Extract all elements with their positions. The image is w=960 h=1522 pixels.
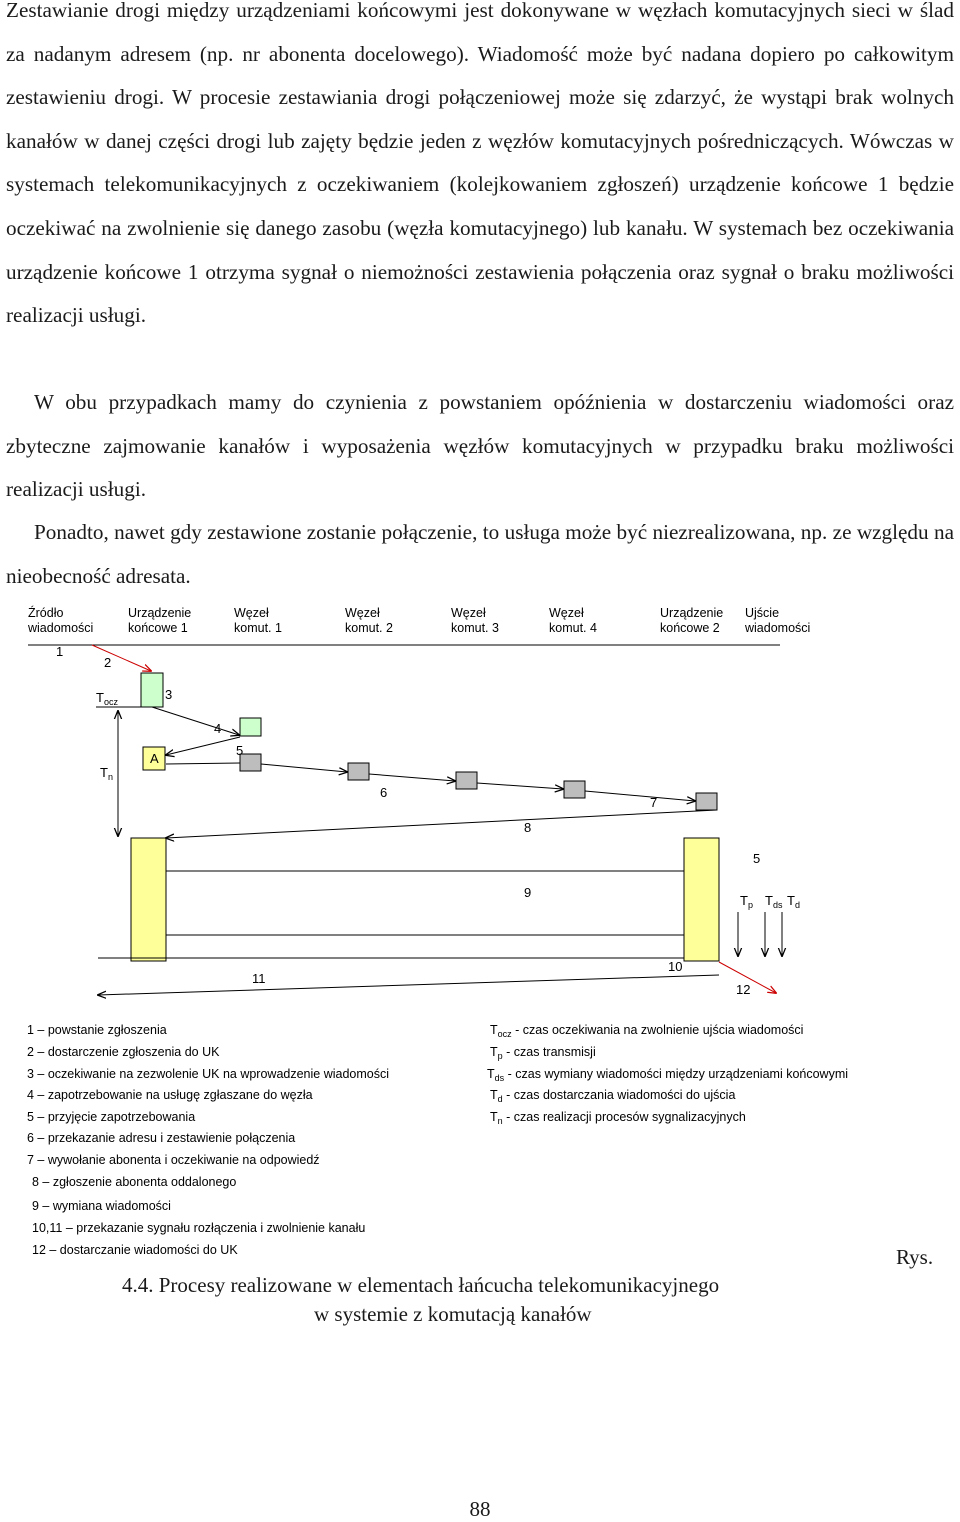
legend-item-10-11: 10,11 – przekazanie sygnału rozłączenia i zwolnienie kanału bbox=[32, 1221, 366, 1235]
uk2-message-bar bbox=[684, 838, 719, 961]
tp-label: $T_p$ bbox=[740, 893, 753, 910]
uk1-wait-box bbox=[141, 673, 163, 707]
col-header-node4-l1: Węzeł bbox=[549, 606, 584, 620]
col-header-sink-l1: Ujście bbox=[745, 606, 780, 620]
arrow-step-11 bbox=[98, 975, 719, 995]
step-11-label: 11 bbox=[252, 971, 266, 986]
legend-item-6: 6 – przekazanie adresu i zestawienie połączenia bbox=[27, 1131, 296, 1145]
legend-item-8: 8 – zgłoszenie abonenta oddalonego bbox=[32, 1175, 237, 1189]
uk2-gray-box bbox=[696, 793, 717, 810]
page-number: 88 bbox=[469, 1497, 491, 1521]
td-label: $T_d$ bbox=[787, 893, 800, 910]
arrow-step-6a bbox=[166, 763, 240, 764]
col-header-uk2-l2: końcowe 2 bbox=[660, 621, 720, 635]
arrow-step-6d bbox=[477, 783, 563, 789]
col-header-source-l2: wiadomości bbox=[28, 621, 94, 635]
legend-tocz: $T_{ocz}$ - czas oczekiwania na zwolnienie ujścia wiadomości bbox=[490, 1023, 804, 1039]
tds-label: $T_{ds}$ bbox=[765, 893, 783, 910]
caption-prefix: Rys. bbox=[896, 1245, 934, 1269]
step-4-label: 4 bbox=[214, 721, 222, 736]
paragraph-1: Zestawianie drogi między urządzeniami końcowymi jest dokonywane w węzłach komutacyjnych sieci w ślad za nadanym adresem (np. nr abonenta docelowego). Wiadomość może być nadana dopiero po całkowitym zestawieniu drogi. W procesie zestawiania drogi połączeniowej może się zdarzyć, że wystąpi brak wolnych kanałów w danej części drogi lub zajęty będzie jeden z węzłów komutacyjnych pośredniczących. Wówczas w systemach telekomunikacyjnych z oczekiwaniem (kolejkowaniem zgłoszeń) urządzenie końcowe 1 będzie oczekiwać na zwolnienie się danego zasobu (węzła komutacyjnego) lub kanału. W systemach bez oczekiwania urządzenie końcowe 1 otrzyma sygnał o niemożności zestawienia połączenia oraz sygnał o braku możliwości realizacji usługi. bbox=[6, 0, 954, 328]
legend-item-1: 1 – powstanie zgłoszenia bbox=[27, 1023, 167, 1037]
col-header-node2-l2: komut. 2 bbox=[345, 621, 393, 635]
legend-item-12: 12 – dostarczanie wiadomości do UK bbox=[32, 1243, 238, 1257]
step-10-label: 10 bbox=[668, 959, 683, 974]
step-1-label: 1 bbox=[56, 644, 64, 659]
node1-request-box bbox=[240, 718, 261, 736]
step-8-label: 8 bbox=[524, 820, 532, 835]
step-a-label: A bbox=[150, 751, 159, 766]
node4-gray-box bbox=[564, 781, 585, 798]
arrow-step-6b bbox=[261, 764, 347, 772]
caption-line-2: w systemie z komutacją kanałów bbox=[314, 1302, 592, 1326]
col-header-node3-l2: komut. 3 bbox=[451, 621, 499, 635]
step-6-label: 6 bbox=[380, 785, 388, 800]
step-9-label: 9 bbox=[524, 885, 532, 900]
tocz-label: $T_{ocz}$ bbox=[96, 690, 118, 707]
col-header-node2-l1: Węzeł bbox=[345, 606, 380, 620]
legend-tp: $T_p$ - czas transmisji bbox=[490, 1045, 596, 1061]
col-header-uk2-l1: Urządzenie bbox=[660, 606, 724, 620]
legend-td: $T_d$ - czas dostarczania wiadomości do ujścia bbox=[490, 1088, 736, 1104]
arrow-step-5a bbox=[166, 737, 240, 755]
legend-item-3: 3 – oczekiwanie na zezwolenie UK na wprowadzenie wiadomości bbox=[27, 1067, 389, 1081]
arrow-step-4 bbox=[152, 707, 239, 735]
step-5b-label: 5 bbox=[753, 851, 761, 866]
legend-item-9: 9 – wymiana wiadomości bbox=[32, 1199, 171, 1213]
step-2-label: 2 bbox=[104, 655, 112, 670]
arrow-step-8 bbox=[166, 810, 717, 838]
col-header-node3-l1: Węzeł bbox=[451, 606, 486, 620]
paragraph-2: W obu przypadkach mamy do czynienia z powstaniem opóźnienia w dostarczeniu wiadomości oraz zbyteczne zajmowanie kanałów i wyposażenia węzłów komutacyjnych w przypadku braku możliwości realizacji usługi. bbox=[6, 390, 954, 502]
col-header-node1-l1: Węzeł bbox=[234, 606, 269, 620]
col-header-uk1-l1: Urządzenie bbox=[128, 606, 192, 620]
legend-tn: $T_n$ - czas realizacji procesów sygnalizacyjnych bbox=[490, 1110, 746, 1126]
step-3-label: 3 bbox=[165, 687, 173, 702]
legend-item-5: 5 – przyjęcie zapotrzebowania bbox=[27, 1110, 196, 1124]
col-header-node4-l2: komut. 4 bbox=[549, 621, 597, 635]
step-12-label: 12 bbox=[736, 982, 751, 997]
arrow-step-6c bbox=[369, 774, 455, 781]
legend-tds: $T_{ds}$ - czas wymiany wiadomości między urządzeniami końcowymi bbox=[487, 1067, 849, 1083]
arrow-step-7 bbox=[585, 791, 695, 801]
caption-line-1: 4.4. Procesy realizowane w elementach łańcucha telekomunikacyjnego bbox=[122, 1273, 720, 1297]
col-header-sink-l2: wiadomości bbox=[745, 621, 811, 635]
uk1-message-bar bbox=[131, 838, 166, 961]
col-header-uk1-l2: końcowe 1 bbox=[128, 621, 188, 635]
step-5a-label: 5 bbox=[236, 743, 244, 758]
tn-label: $T_n$ bbox=[100, 765, 113, 782]
legend-item-7: 7 – wywołanie abonenta i oczekiwanie na odpowiedź bbox=[27, 1153, 320, 1167]
legend-item-4: 4 – zapotrzebowanie na usługę zgłaszane do węzła bbox=[27, 1088, 313, 1102]
paragraph-3: Ponadto, nawet gdy zestawione zostanie połączenie, to usługa może być niezrealizowana, np. ze względu na nieobecność adresata. bbox=[6, 520, 954, 588]
node3-gray-box bbox=[456, 772, 477, 789]
step-7-label: 7 bbox=[650, 795, 658, 810]
legend-item-2: 2 – dostarczenie zgłoszenia do UK bbox=[27, 1045, 220, 1059]
arrow-step-2 bbox=[92, 645, 151, 671]
node2-gray-box bbox=[348, 763, 369, 780]
col-header-node1-l2: komut. 1 bbox=[234, 621, 282, 635]
col-header-source-l1: Źródło bbox=[28, 606, 64, 620]
